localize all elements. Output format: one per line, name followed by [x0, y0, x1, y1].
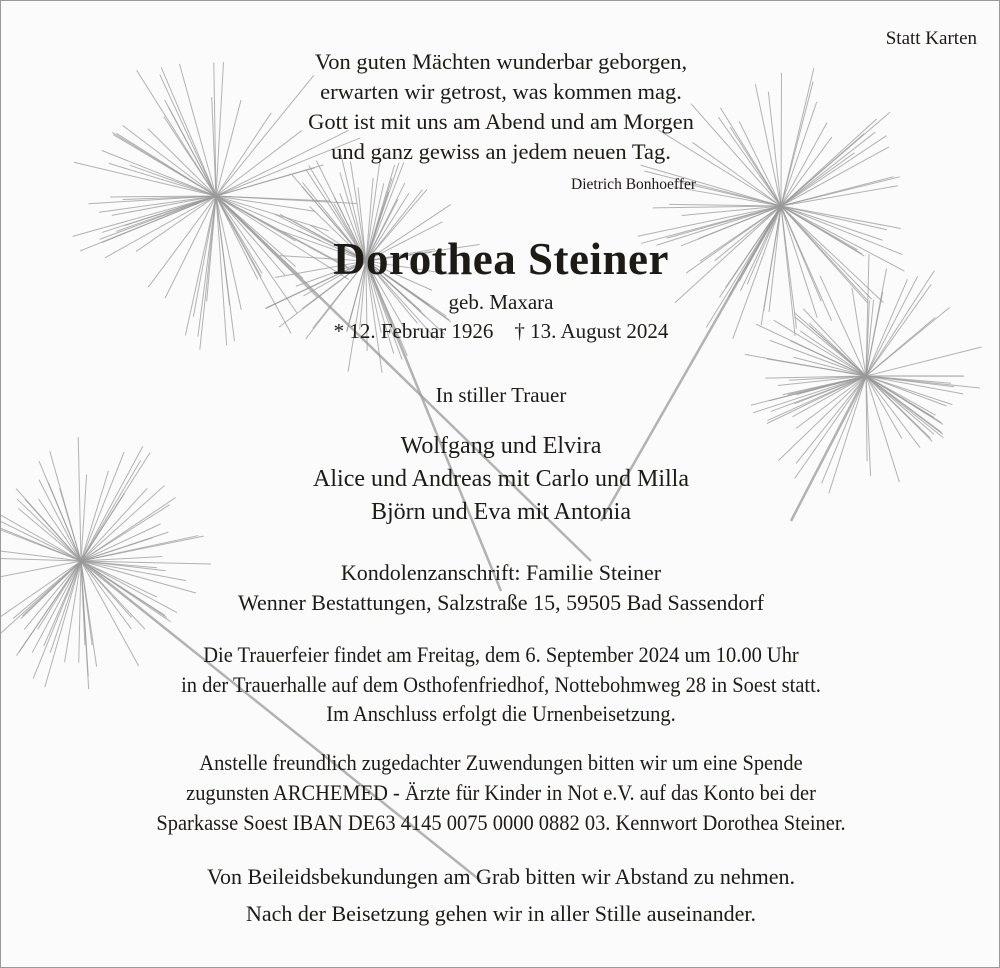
mourning-intro: In stiller Trauer	[435, 383, 567, 407]
family-line: Wolfgang und Elvira	[400, 433, 602, 459]
seed-filament	[669, 204, 781, 206]
condolence-line: Wenner Bestattungen, Salzstraße 15, 59505 Bad Sassendorf	[237, 590, 765, 615]
life-dates: * 12. Februar 1926 † 13. August 2024	[333, 319, 669, 343]
birth-name: geb. Maxara	[448, 290, 554, 314]
quote-line: erwarten wir getrost, was kommen mag.	[320, 79, 682, 104]
funeral-line: Im Anschluss erfolgt die Urnenbeisetzung.	[326, 701, 676, 726]
donation-line: zugunsten ARCHEMED - Ärzte für Kinder in Not e.V. auf das Konto bei der	[186, 780, 816, 805]
seed-filament	[781, 206, 887, 230]
quote-line: Von guten Mächten wunderbar geborgen,	[314, 49, 688, 74]
closing-line: Nach der Beisetzung gehen wir in aller Stille auseinander.	[245, 901, 757, 926]
seed-filament	[73, 196, 216, 236]
closing-line: Von Beileidsbekundungen am Grab bitten wir Abstand zu nehmen.	[207, 864, 795, 889]
statt-karten-label: Statt Karten	[885, 28, 977, 49]
funeral-line: Die Trauerfeier findet am Freitag, dem 6. September 2024 um 10.00 Uhr	[203, 642, 799, 667]
deceased-name: Dorothea Steiner	[333, 234, 669, 284]
condolence-line: Kondolenzanschrift: Familie Steiner	[340, 560, 662, 585]
seed-filament	[770, 340, 866, 376]
quote-author: Dietrich Bonhoeffer	[571, 176, 696, 193]
quote-line: Gott ist mit uns am Abend und am Morgen	[308, 109, 694, 134]
seed-filament	[682, 183, 781, 206]
donation-line: Anstelle freundlich zugedachter Zuwendungen bitten wir um eine Spende	[199, 750, 803, 775]
funeral-line: in der Trauerhalle auf dem Osthofenfriedhof, Nottebohmweg 28 in Soest statt.	[181, 672, 821, 697]
donation-line: Sparkasse Soest IBAN DE63 4145 0075 0000 0882 03. Kennwort Dorothea Steiner.	[156, 810, 846, 835]
family-line: Björn und Eva mit Antonia	[371, 499, 631, 525]
quote-line: und ganz gewiss an jedem neuen Tag.	[331, 139, 671, 164]
family-line: Alice und Andreas mit Carlo und Milla	[313, 466, 689, 492]
